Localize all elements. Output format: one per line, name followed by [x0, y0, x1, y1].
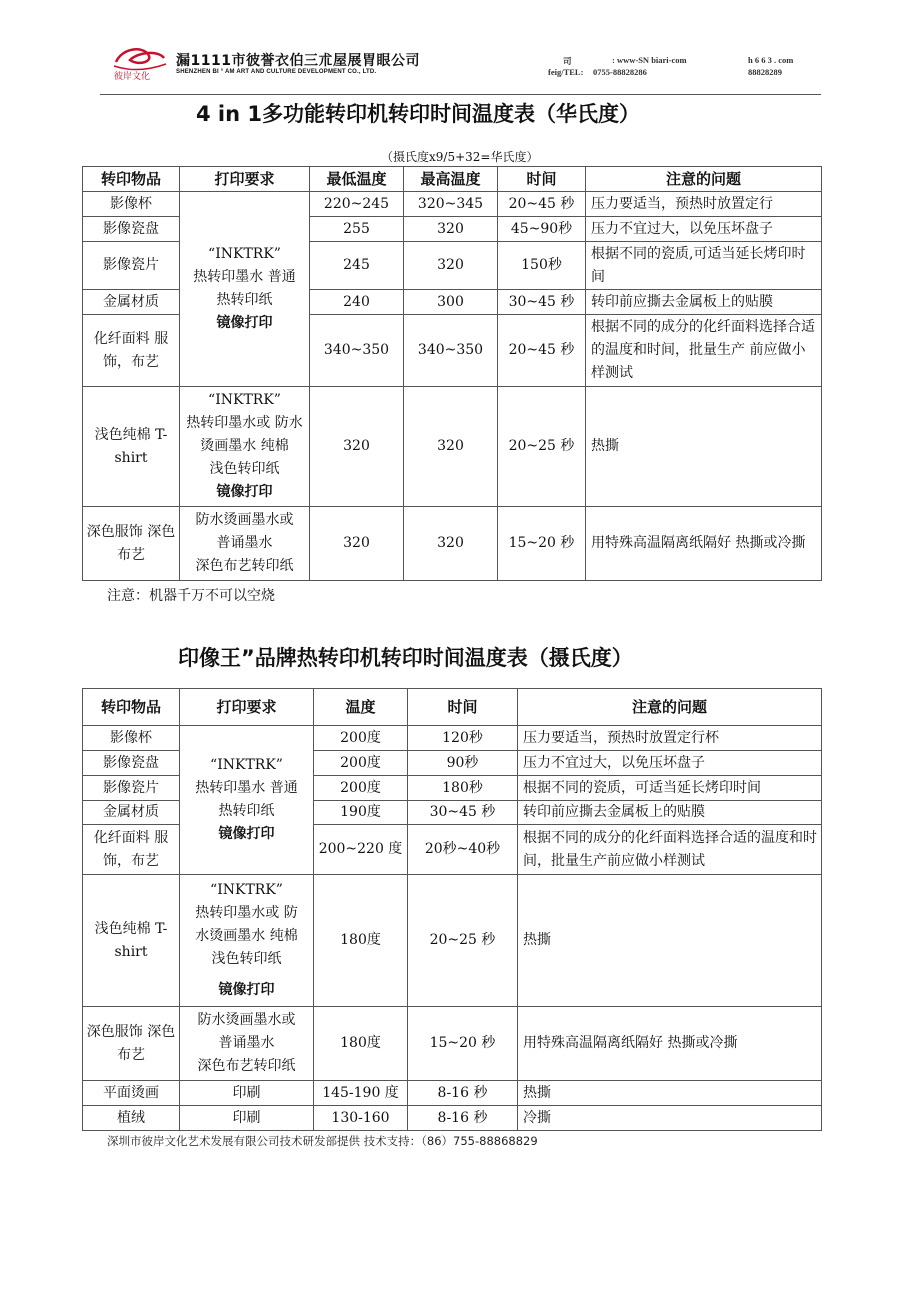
table2	[82, 688, 822, 1131]
item-cell: 深色服饰 深色布艺	[83, 1007, 180, 1081]
note-cell: 转印前应撕去金属板上的贴膜	[586, 290, 822, 315]
time-cell: 120秒	[408, 726, 518, 751]
company-name-cn: 漏1111市彼誉衣伯三朮屋展胃眼公司	[176, 53, 420, 69]
table-row	[83, 507, 822, 581]
item-cell: 影像瓷盘	[83, 751, 180, 776]
max-temp-cell: 340~350	[404, 315, 498, 387]
table-header-row	[83, 167, 822, 192]
item-cell: 浅色纯棉 T-shirt	[83, 875, 180, 1007]
time-cell: 20~45 秒	[498, 315, 586, 387]
header-cell: 注意的问题	[586, 167, 822, 192]
max-temp-cell: 300	[404, 290, 498, 315]
header-cell: 转印物品	[83, 689, 180, 726]
table-row	[83, 1106, 822, 1131]
req-line: 热转印纸	[216, 292, 273, 308]
header-cell: 打印要求	[180, 167, 310, 192]
time-cell: 180秒	[408, 776, 518, 801]
table-row	[83, 1081, 822, 1106]
req-line: “INKTRK”	[208, 246, 281, 262]
item-cell: 影像杯	[83, 192, 180, 217]
header-cell: 打印要求	[180, 689, 314, 726]
table1-subtitle: （摄氏度x9/5+32=华氏度）	[381, 150, 539, 164]
item-cell: 植绒	[83, 1106, 180, 1131]
contact-right-1: h 6 6 3 . com	[748, 55, 794, 65]
req-line: “INKTRK”	[210, 757, 283, 773]
table-row	[83, 1007, 822, 1081]
footer-credit: 深圳市彼岸文化艺术发展有限公司技术研发部提供 技术支持：（86）755-88868829	[107, 1134, 538, 1148]
print-req-cell: 印刷	[180, 1106, 314, 1131]
time-cell: 8-16 秒	[408, 1081, 518, 1106]
time-cell: 20~25 秒	[408, 875, 518, 1007]
temp-cell: 200度	[314, 751, 408, 776]
req-line: 深色布艺转印纸	[197, 1058, 296, 1074]
req-line: 普诵墨水	[218, 1035, 275, 1051]
print-req-cell: 印刷	[180, 1081, 314, 1106]
min-temp-cell: 245	[310, 242, 404, 290]
note-cell: 根据不同的瓷质，可适当延长烤印时间	[518, 776, 822, 801]
time-cell: 20~25 秒	[498, 387, 586, 507]
item-cell: 浅色纯棉 T-shirt	[83, 387, 180, 507]
company-name-en: SHENZHEN BI ° AM ART AND CULTURE DEVELOPMENT CO., LTD.	[176, 69, 377, 75]
req-line: 镜像打印	[216, 315, 273, 331]
table-row	[83, 387, 822, 507]
max-temp-cell: 320~345	[404, 192, 498, 217]
time-cell: 20~45 秒	[498, 192, 586, 217]
note-cell: 根据不同的瓷质,可适当延长烤印时间	[586, 242, 822, 290]
req-line: “INKTRK”	[208, 392, 281, 408]
table-row	[83, 726, 822, 751]
time-cell: 30~45 秒	[498, 290, 586, 315]
time-cell: 15~20 秒	[408, 1007, 518, 1081]
print-req-cell	[180, 192, 310, 387]
req-line: 浅色转印纸	[209, 461, 280, 477]
note-cell: 热撕	[518, 875, 822, 1007]
header-cell: 温度	[314, 689, 408, 726]
note-cell: 用特殊高温隔离纸隔好 热撕或冷撕	[586, 507, 822, 581]
contact-right-2: 88828289	[748, 67, 782, 77]
max-temp-cell: 320	[404, 217, 498, 242]
temp-cell: 200度	[314, 726, 408, 751]
contact-web: : www-SN biari-com	[612, 55, 687, 65]
min-temp-cell: 220~245	[310, 192, 404, 217]
print-req-cell	[180, 1007, 314, 1081]
req-line: 热转印墨水 普通	[193, 269, 296, 285]
min-temp-cell: 240	[310, 290, 404, 315]
req-line: “INKTRK”	[210, 882, 283, 898]
warning-note: 注意：机器千万不可以空烧	[107, 588, 275, 604]
item-cell: 化纤面料 服饰，布艺	[83, 825, 180, 875]
item-cell: 影像瓷盘	[83, 217, 180, 242]
note-cell: 压力不宜过大，以免压坏盘子	[518, 751, 822, 776]
time-cell: 30~45 秒	[408, 801, 518, 825]
time-cell: 150秒	[498, 242, 586, 290]
print-req-cell	[180, 875, 314, 1007]
max-temp-cell: 320	[404, 242, 498, 290]
req-line: 热转印墨水 普通	[195, 780, 298, 796]
temp-cell: 200~220 度	[314, 825, 408, 875]
req-line: 镜像打印	[218, 982, 275, 998]
note-cell: 用特殊高温隔离纸隔好 热撕或冷撕	[518, 1007, 822, 1081]
temp-cell: 145-190 度	[314, 1081, 408, 1106]
time-cell: 20秒~40秒	[408, 825, 518, 875]
print-req-cell	[180, 387, 310, 507]
note-cell: 压力要适当，预热时放置定行	[586, 192, 822, 217]
table2-title: 印像王”品牌热转印机转印时间温度表（摄氏度）	[178, 646, 633, 670]
print-req-cell	[180, 726, 314, 875]
header-cell: 最高温度	[404, 167, 498, 192]
note-cell: 转印前应撕去金属板上的贴膜	[518, 801, 822, 825]
temp-cell: 190度	[314, 801, 408, 825]
temp-cell: 200度	[314, 776, 408, 801]
header-cell: 时间	[408, 689, 518, 726]
req-line: 防水烫画墨水或	[197, 1012, 296, 1028]
temp-cell: 130-160	[314, 1106, 408, 1131]
max-temp-cell: 320	[404, 507, 498, 581]
note-cell: 冷撕	[518, 1106, 822, 1131]
temp-cell: 180度	[314, 1007, 408, 1081]
contact-phone: 0755-88828286	[593, 67, 647, 77]
item-cell: 金属材质	[83, 801, 180, 825]
item-cell: 化纤面料 服饰，布艺	[83, 315, 180, 387]
time-cell: 90秒	[408, 751, 518, 776]
time-cell: 15~20 秒	[498, 507, 586, 581]
min-temp-cell: 320	[310, 387, 404, 507]
min-temp-cell: 320	[310, 507, 404, 581]
req-line: 深色布艺转印纸	[195, 558, 294, 574]
req-line: 普诵墨水	[216, 535, 273, 551]
header-cell: 注意的问题	[518, 689, 822, 726]
req-line: 镜像打印	[218, 826, 275, 842]
table1	[82, 166, 822, 581]
note-cell: 热撕	[586, 387, 822, 507]
item-cell: 金属材质	[83, 290, 180, 315]
req-line: 水烫画墨水 纯棉	[195, 928, 298, 944]
print-req-cell	[180, 507, 310, 581]
item-cell: 影像杯	[83, 726, 180, 751]
contact-label-2: feig/TEL:	[548, 67, 584, 77]
table-row	[83, 875, 822, 1007]
note-cell: 压力要适当，预热时放置定行杯	[518, 726, 822, 751]
item-cell: 影像瓷片	[83, 242, 180, 290]
min-temp-cell: 340~350	[310, 315, 404, 387]
time-cell: 8-16 秒	[408, 1106, 518, 1131]
header-cell: 转印物品	[83, 167, 180, 192]
note-cell: 根据不同的成分的化纤面料选择合适的温度和时间，批量生产前应做小样测试	[518, 825, 822, 875]
req-line: 浅色转印纸	[211, 951, 282, 967]
time-cell: 45~90秒	[498, 217, 586, 242]
table-header-row	[83, 689, 822, 726]
temp-cell: 180度	[314, 875, 408, 1007]
logo-text: 彼岸文化	[114, 72, 151, 82]
req-line: 热转印墨水或 防	[195, 905, 298, 921]
header-cell: 最低温度	[310, 167, 404, 192]
note-cell: 根据不同的成分的化纤面料选择合适的温度和时间，批量生产 前应做小样测试	[586, 315, 822, 387]
note-cell: 压力不宜过大，以免压坏盘子	[586, 217, 822, 242]
req-line: 防水烫画墨水或	[195, 512, 294, 528]
table-row	[83, 192, 822, 217]
table1-title: 4 in 1多功能转印机转印时间温度表（华氏度）	[196, 102, 640, 126]
note-cell: 热撕	[518, 1081, 822, 1106]
company-logo	[108, 44, 170, 82]
contact-label-1: 司	[563, 56, 572, 66]
req-line: 镜像打印	[216, 484, 273, 500]
req-line: 热转印纸	[218, 803, 275, 819]
item-cell: 影像瓷片	[83, 776, 180, 801]
item-cell: 深色服饰 深色布艺	[83, 507, 180, 581]
header-cell: 时间	[498, 167, 586, 192]
item-cell: 平面烫画	[83, 1081, 180, 1106]
min-temp-cell: 255	[310, 217, 404, 242]
max-temp-cell: 320	[404, 387, 498, 507]
req-line: 热转印墨水或 防水烫画墨水 纯棉	[186, 415, 303, 454]
header-divider	[100, 94, 821, 95]
